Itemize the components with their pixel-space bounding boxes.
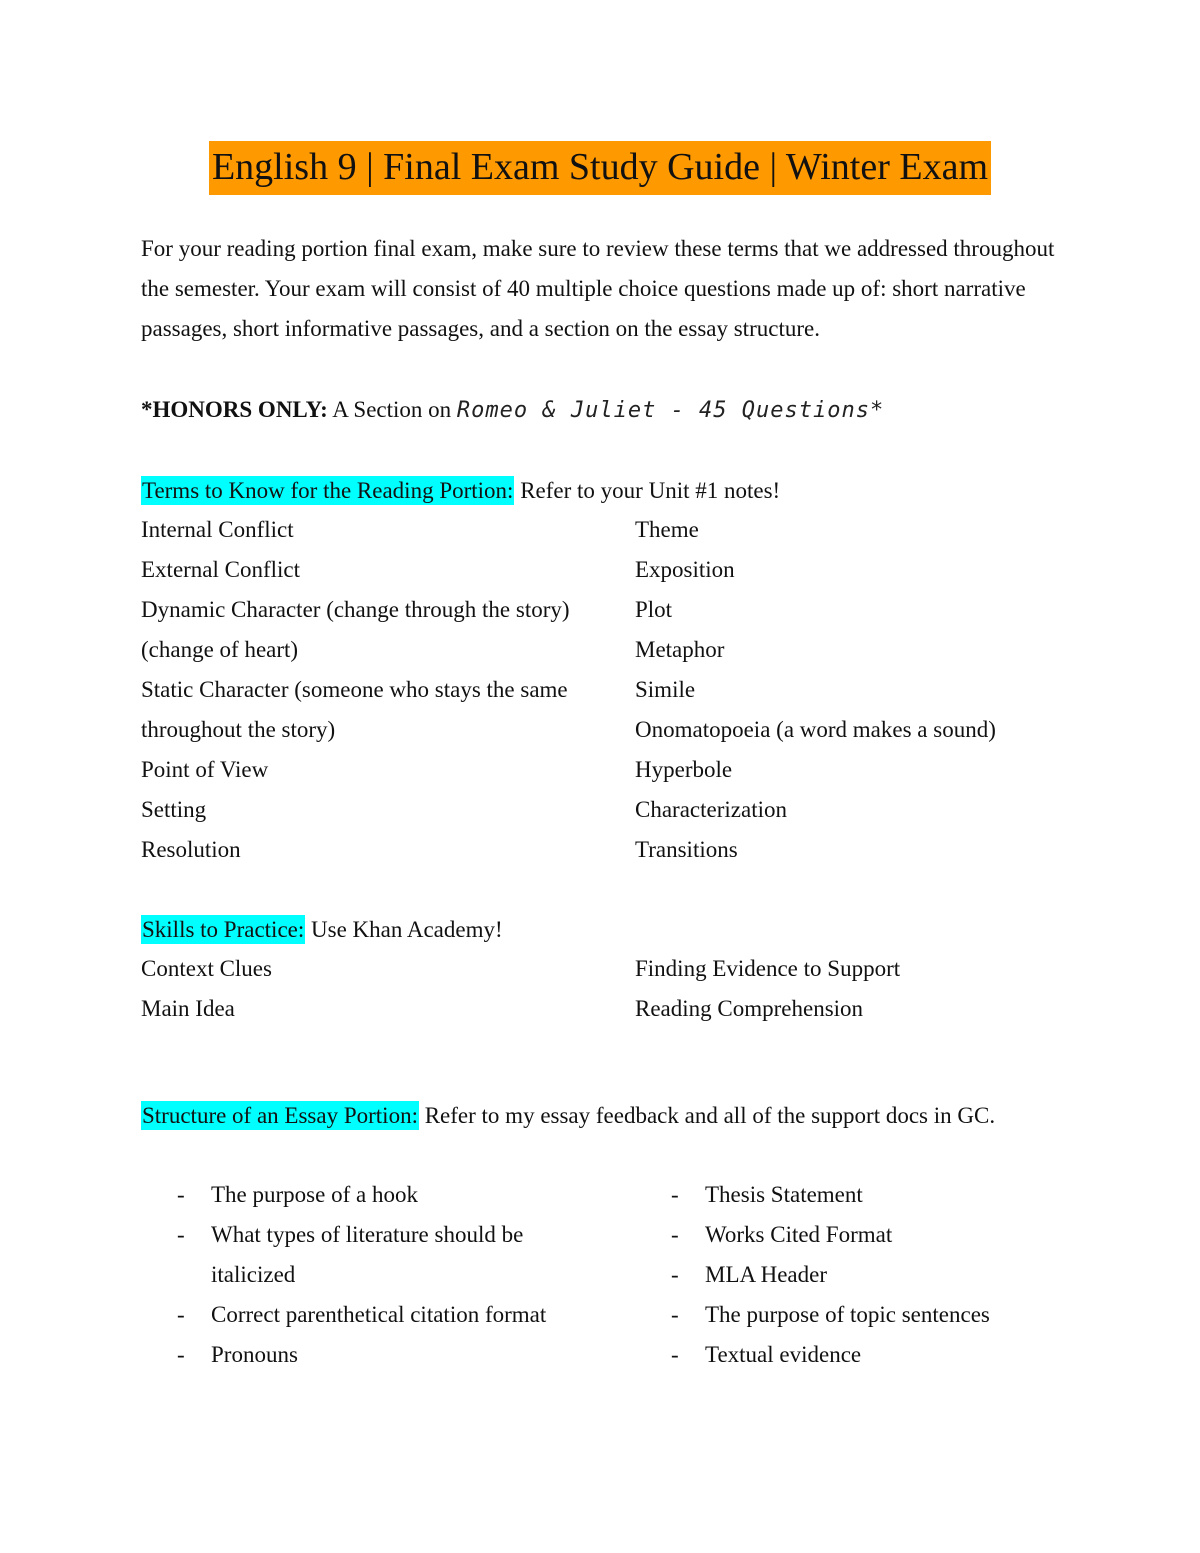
list-item — [635, 1295, 1065, 1335]
term-item: Characterization — [635, 797, 787, 822]
dash-bullet: - — [177, 1182, 185, 1207]
skills-left-column — [141, 949, 581, 1029]
essay-item: The purpose of topic sentences — [705, 1302, 990, 1327]
terms-note: Refer to your Unit #1 notes! — [514, 478, 781, 503]
term-item: Onomatopoeia (a word makes a sound) — [635, 717, 996, 742]
list-item — [635, 1215, 1065, 1255]
list-item — [141, 1175, 581, 1215]
term-item: Simile — [635, 677, 696, 702]
page-title: English 9 | Final Exam Study Guide | Winter Exam — [209, 141, 991, 195]
essay-item: Works Cited Format — [705, 1222, 893, 1247]
terms-right-column — [635, 510, 1065, 870]
term-item: Exposition — [635, 557, 735, 582]
term-item: Theme — [635, 517, 699, 542]
term-item: Setting — [141, 797, 207, 822]
honors-line — [141, 390, 1061, 431]
term-item: Metaphor — [635, 637, 725, 662]
essay-right-list — [635, 1175, 1065, 1375]
term-item: Point of View — [141, 757, 269, 782]
list-item — [141, 1215, 581, 1295]
skills-heading-line — [141, 910, 503, 950]
list-item — [141, 1295, 581, 1335]
term-item: Transitions — [635, 837, 738, 862]
term-item: Static Character (someone who stays the same throughout the story) — [141, 677, 568, 742]
dash-bullet: - — [671, 1222, 679, 1247]
term-item: Hyperbole — [635, 757, 733, 782]
skills-note: Use Khan Academy! — [305, 917, 503, 942]
skill-item: Finding Evidence to Support — [635, 956, 901, 981]
essay-note: Refer to my essay feedback and all of the support docs in GC. — [418, 1103, 996, 1128]
essay-heading-line — [141, 1096, 1061, 1136]
skills-right-column — [635, 949, 1065, 1029]
term-item: Plot — [635, 597, 673, 622]
essay-item: Thesis Statement — [705, 1182, 863, 1207]
honors-text: A Section on — [327, 397, 457, 422]
terms-heading: Terms to Know for the Reading Portion: — [142, 478, 514, 503]
intro-paragraph: For your reading portion final exam, make sure to review these terms that we addressed throughout the semester. Your exam will consist of 40 multiple choice questions made up of: short narrative passages, short informative passages, and a section on the essay structure. — [141, 236, 1055, 341]
skill-item: Context Clues — [141, 956, 272, 981]
honors-mono-text: Romeo & Juliet - 45 Questions* — [456, 398, 885, 423]
essay-heading: Structure of an Essay Portion: — [142, 1103, 418, 1128]
dash-bullet: - — [671, 1262, 679, 1287]
term-item: Resolution — [141, 837, 241, 862]
list-item — [635, 1335, 1065, 1375]
term-item: Dynamic Character (change through the story) (change of heart) — [141, 597, 570, 662]
list-item — [141, 1335, 581, 1375]
dash-bullet: - — [177, 1302, 185, 1327]
term-item: External Conflict — [141, 557, 301, 582]
skill-item: Main Idea — [141, 996, 235, 1021]
list-item — [635, 1175, 1065, 1215]
term-item: Internal Conflict — [141, 517, 294, 542]
essay-item: Textual evidence — [705, 1342, 862, 1367]
dash-bullet: - — [671, 1182, 679, 1207]
list-item — [635, 1255, 1065, 1295]
essay-item: What types of literature should be italicized — [211, 1222, 524, 1287]
dash-bullet: - — [177, 1342, 185, 1367]
dash-bullet: - — [671, 1342, 679, 1367]
dash-bullet: - — [671, 1302, 679, 1327]
essay-item: The purpose of a hook — [211, 1182, 418, 1207]
terms-left-column — [141, 510, 581, 870]
skills-heading: Skills to Practice: — [142, 917, 305, 942]
honors-label: *HONORS ONLY: — [141, 397, 328, 422]
title-row — [0, 141, 1200, 195]
essay-item: MLA Header — [705, 1262, 827, 1287]
essay-item: Pronouns — [211, 1342, 298, 1367]
essay-left-list — [141, 1175, 581, 1375]
terms-heading-line — [141, 471, 780, 511]
skill-item: Reading Comprehension — [635, 996, 864, 1021]
essay-item: Correct parenthetical citation format — [211, 1302, 547, 1327]
dash-bullet: - — [177, 1222, 185, 1247]
